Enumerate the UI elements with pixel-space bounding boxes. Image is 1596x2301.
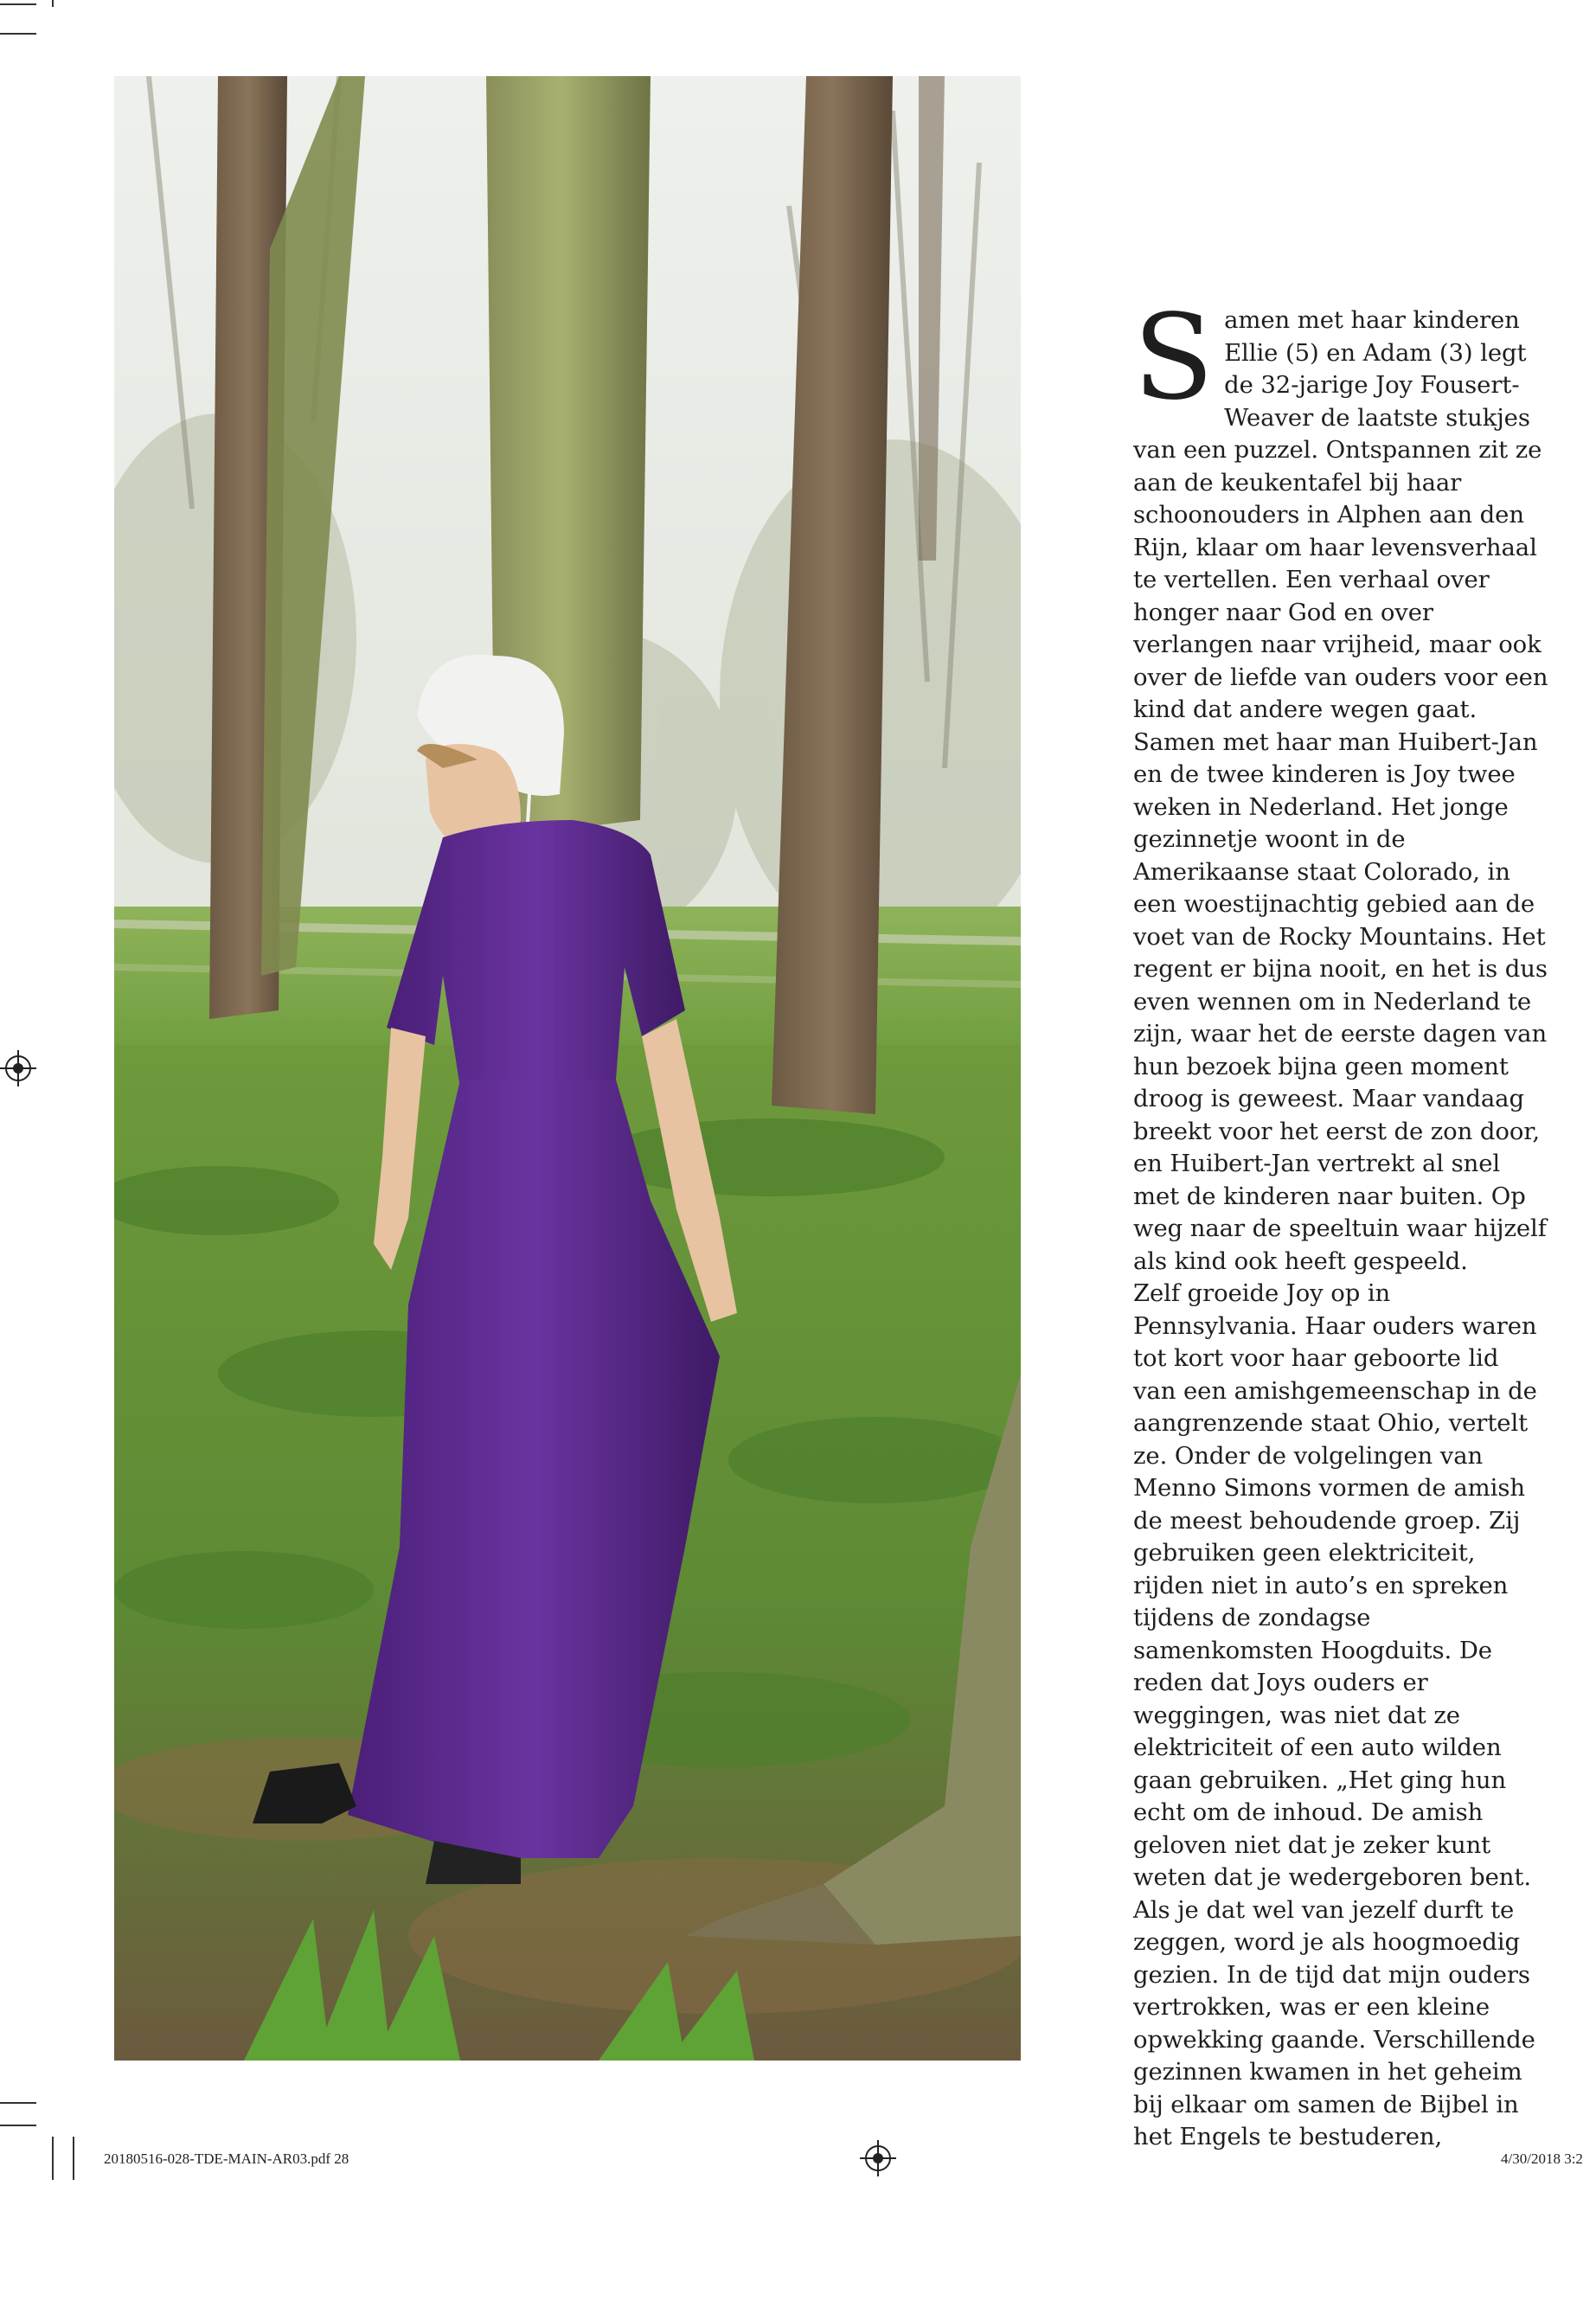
paragraph: amen met haar kinderen Ellie (5) en Adam (3) legt de 32-jarige Joy Fousert-Weaver de laatste stukjes van een puzzel. Ontspannen zit ze aan de keukentafel bij haar schoonouders in Alphen aan den Rijn, klaar om haar levensverhaal te vertellen. Een verhaal over honger naar God en over verlangen naar vrijheid, maar ook over de liefde van ouders voor een kind dat andere wegen gaat. xyxy=(1133,306,1548,723)
print-slug: 20180516-028-TDE-MAIN-AR03.pdf 28 xyxy=(104,2150,349,2167)
crop-mark xyxy=(73,2137,74,2180)
print-date: 4/30/2018 3:2 xyxy=(1501,2150,1583,2167)
crop-mark xyxy=(0,2125,36,2126)
crop-mark xyxy=(0,2102,36,2104)
paragraph: Samen met haar man Huibert-Jan en de twee kinderen is Joy twee weken in Nederland. Het jonge gezinnetje woont in de Amerikaanse staat Colorado, in een woestijnachtig gebied aan de voet van de Rocky Mountains. Het regent er bijna nooit, en het is dus even wennen om in Nederland te zijn, waar het de eerste dagen van hun bezoek bijna geen moment droog is geweest. Maar vandaag breekt voor het eerst de zon door, en Huibert-Jan vertrekt al snel met de kinderen naar buiten. Op weg naar de speeltuin waar hijzelf als kind ook heeft gespeeld. xyxy=(1133,727,1548,1275)
paragraph: Zelf groeide Joy op in Pennsylvania. Haar ouders waren tot kort voor haar geboorte lid van een amishgemeenschap in de aangrenzende staat Ohio, vertelt ze. Onder de volgelingen van Menno Simons vormen de amish de meest behoudende groep. Zij gebruiken geen elektriciteit, rijden niet in auto’s en spreken tijdens de zondagse samenkomsten Hoogduits. De reden dat Joys ouders er weggingen, was niet dat ze elektriciteit of een auto wilden gaan gebruiken. „Het ging hun echt om de inhoud. De amish geloven niet dat je zeker kunt weten dat je wedergeboren bent. Als je dat wel van jezelf durft te zeggen, word je als hoogmoedig gezien. In de tijd dat mijn ouders vertrokken, was er een kleine opwekking gaande. Verschillende gezinnen kwamen in het geheim bij elkaar om samen de Bijbel in het Engels te bestuderen, xyxy=(1133,1279,1537,2150)
crop-mark xyxy=(52,2137,54,2180)
crop-mark xyxy=(0,33,36,35)
drop-cap: S xyxy=(1133,290,1215,426)
article-body xyxy=(1133,290,1548,2154)
registration-mark-icon xyxy=(865,2145,891,2171)
crop-mark xyxy=(52,0,54,7)
crop-mark xyxy=(0,3,36,5)
article-photo xyxy=(114,76,1021,2061)
registration-mark-icon xyxy=(5,1055,31,1081)
